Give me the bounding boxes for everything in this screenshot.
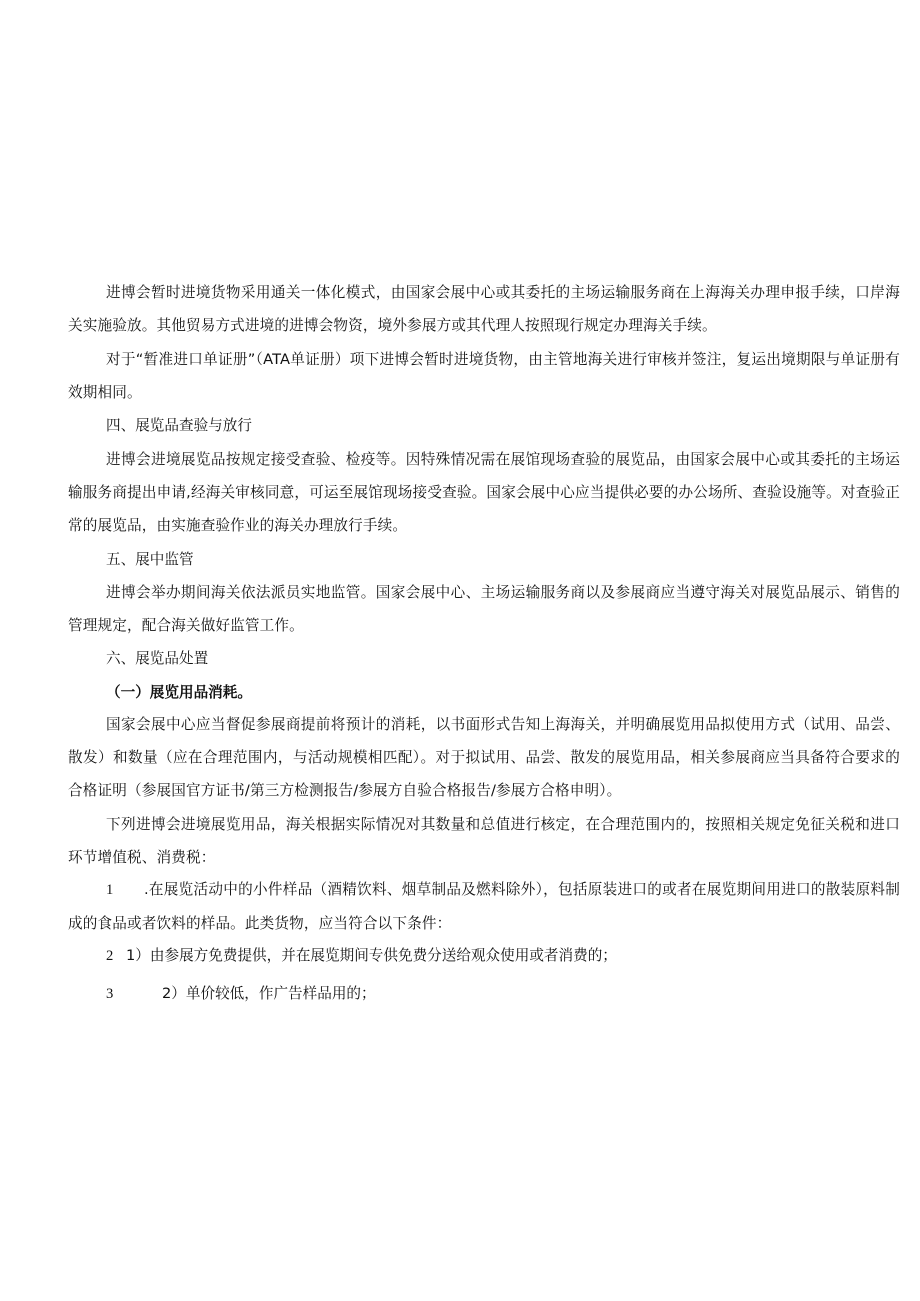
paragraph-customs-clearance-mode: 进博会暂时进境货物采用通关一体化模式，由国家会展中心或其委托的主场运输服务商在上海海关办理申报手续，口岸海关实施验放。其他贸易方式进境的进博会物资，境外参展方或其代理人按照现行规定办理海关手续。 bbox=[68, 284, 900, 334]
paragraph-ata-carnet: 对于“暂准进口单证册”（ATA单证册）项下进博会暂时进境货物，由主管地海关进行审核并签注，复运出境期限与单证册有效期相同。 bbox=[68, 351, 900, 401]
list-item-text: 2）单价较低，作广告样品用的； bbox=[162, 985, 376, 1002]
paragraph-supervision: 进博会举办期间海关依法派员实地监管。国家会展中心、主场运输服务商以及参展商应当遵守海关对展览品展示、销售的管理规定，配合海关做好监管工作。 bbox=[68, 584, 900, 634]
paragraph-tax-exemption: 下列进博会进境展览用品，海关根据实际情况对其数量和总值进行核定，在合理范围内的，按照相关规定免征关税和进口环节增值税、消费税： bbox=[68, 816, 900, 866]
section-heading-supervision: 五、展中监管 bbox=[106, 551, 194, 568]
paragraph-consumption-notice: 国家会展中心应当督促参展商提前将预计的消耗，以书面形式告知上海海关，并明确展览用品拟使用方式（试用、品尝、散发）和数量（应在合理范围内，与活动规模相匹配）。对于拟试用、品尝、散发的展览用品，相关参展商应当具备符合要求的合格证明（参展国官方证书/第三方检测报告/参展方自验合格报告/参展方合格申明）。 bbox=[68, 716, 900, 799]
list-item-text: .在展览活动中的小件样品（酒精饮料、烟草制品及燃料除外），包括原装进口的或者在展览期间用进口的散装原料制成的食品或者饮料的样品。此类货物，应当符合以下条件： bbox=[68, 881, 900, 932]
section-heading-inspection: 四、展览品查验与放行 bbox=[106, 417, 252, 434]
list-item-3 bbox=[106, 977, 376, 1011]
list-item-number: 1 bbox=[106, 882, 114, 898]
subsection-heading-consumption: （一）展览用品消耗。 bbox=[106, 684, 252, 701]
list-item-1 bbox=[68, 873, 900, 940]
list-item-2 bbox=[106, 939, 617, 973]
list-item-number: 3 bbox=[106, 986, 114, 1002]
list-item-number: 2 bbox=[106, 948, 114, 964]
list-item-text: 1）由参展方免费提供，并在展览期间专供免费分送给观众使用或者消费的； bbox=[126, 947, 617, 964]
paragraph-inspection: 进博会进境展览品按规定接受查验、检疫等。因特殊情况需在展馆现场查验的展览品，由国家会展中心或其委托的主场运输服务商提出申请,经海关审核同意，可运至展馆现场接受查验。国家会展中心应当提供必要的办公场所、查验设施等。对查验正常的展览品，由实施查验作业的海关办理放行手续。 bbox=[68, 451, 900, 534]
section-heading-disposal: 六、展览品处置 bbox=[106, 650, 209, 667]
